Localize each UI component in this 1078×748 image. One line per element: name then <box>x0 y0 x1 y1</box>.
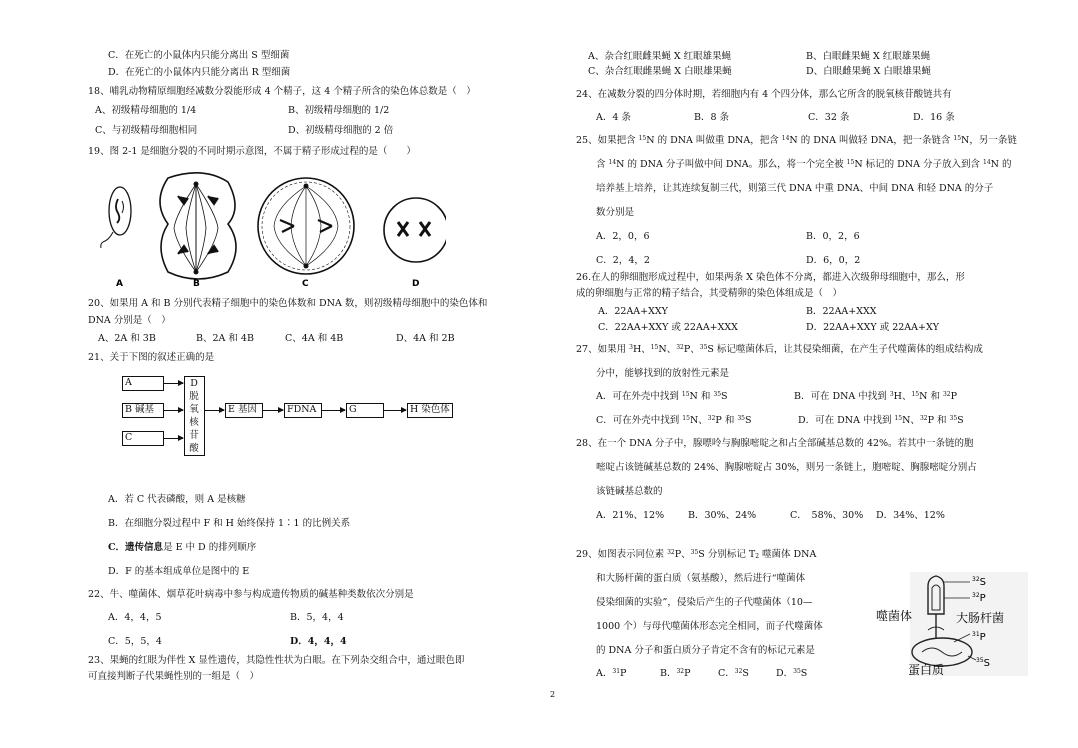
label-35s-el: S <box>983 658 990 669</box>
q27-text: N 和 <box>919 391 943 402</box>
q27-text: P、 <box>683 344 700 355</box>
q25-text: N 的 DNA 叫做轻 DNA，把一条链含 <box>789 135 954 146</box>
q24-option-a: A．4 条 <box>596 112 631 123</box>
q27-sup: 15 <box>650 344 659 351</box>
q29-sup: 35 <box>690 549 699 556</box>
q20-stem-line2: DNA 分别是（ ） <box>88 315 171 326</box>
q28-option-b: B．30%、24% <box>688 510 757 521</box>
q27-text: N、 <box>902 415 920 426</box>
q22-option-d: D．4，4，4 <box>290 636 347 647</box>
q27-text: C．可在外壳中找到 <box>596 415 683 426</box>
q28-option-c: C． 58%、30% <box>790 510 864 521</box>
q25-sup: 14 <box>983 159 991 166</box>
q27-text: P 和 <box>927 415 950 426</box>
q27-sup: 3 <box>629 344 633 351</box>
q29-text: S 分别标记 T <box>698 549 756 560</box>
q25-sup: 15 <box>953 135 962 142</box>
q21-option-c-bold: C．遗传信息 <box>108 542 164 553</box>
label-35s-sup: 35 <box>976 657 984 664</box>
q25-sup: 15 <box>638 135 647 142</box>
q22-option-a: A．4，4，5 <box>108 612 162 623</box>
q27-text: P 和 <box>715 415 738 426</box>
q22-stem: 22、牛、噬菌体、烟草花叶病毒中参与构成遗传物质的碱基种类数依次分别是 <box>88 589 414 600</box>
q27-sup: 32 <box>676 344 684 351</box>
q25-text: N 的 DNA 叫做重 DNA，把含 <box>646 135 782 146</box>
cell-division-figure <box>96 168 446 290</box>
q29-text: P <box>620 668 627 679</box>
phage-label: 噬菌体 <box>876 609 913 623</box>
q25-text: N 标记的 DNA 分子放入到含 <box>854 159 983 170</box>
q29-stem-line1 <box>576 549 816 561</box>
q27-sup: 15 <box>682 415 690 422</box>
q20-stem-line1: 20、如果用 A 和 B 分别代表精子细胞中的染色体数和 DNA 数，则初级精母细胞中的染色体和 <box>88 298 488 309</box>
q26-option-c: C．22AA+XXY 或 22AA+XXX <box>598 322 738 333</box>
q21-option-c <box>108 542 256 554</box>
q25-text: N，另一条链 <box>961 135 1017 146</box>
arrow-g-to-h <box>384 410 406 411</box>
arrow-e-to-f <box>263 410 283 411</box>
q27-sup: 32 <box>942 391 951 398</box>
q27-sup: 35 <box>949 415 958 422</box>
q21-option-a: A．若 C 代表磷酸，则 A 是核糖 <box>108 494 246 505</box>
box-d-char: D <box>190 378 198 389</box>
q29-sup: 32 <box>676 668 685 675</box>
cell-a-drawing <box>101 187 131 248</box>
q28-stem-line2: 嘧啶占该链碱基总数的 24%、胸腺嘧啶占 30%，则另一条链上，胞嘧啶、胸腺嘧啶分别占 <box>596 462 977 473</box>
q28-option-d: D．34%、12% <box>876 510 945 521</box>
box-d-char: 核 <box>189 417 199 428</box>
q27-sup: 35 <box>737 415 745 422</box>
q24-option-d: D．16 条 <box>913 112 955 123</box>
box-b: B 碱基 <box>122 403 164 418</box>
q27-text: D．可在 DNA 中找到 <box>798 415 895 426</box>
q24-option-c: C．32 条 <box>808 112 850 123</box>
q29-sup: 31 <box>612 668 621 675</box>
q27-text: B．可在 DNA 中找到 <box>794 391 890 402</box>
q29-sup: 35 <box>793 668 801 675</box>
q27-text: P <box>950 391 958 402</box>
box-d <box>184 376 205 456</box>
q22-option-b: B．5，4，4 <box>290 612 344 623</box>
q20-option-b: B、2A 和 4B <box>196 333 254 344</box>
q21-stem: 21、关于下图的叙述正确的是 <box>88 352 215 363</box>
q27-sup: 35 <box>699 344 708 351</box>
q27-text: S <box>721 391 728 402</box>
q25-stem-line3: 培养基上培养，让其连续复制三代，则第三代 DNA 中重 DNA、中间 DNA 和轻 DNA 的分子 <box>596 183 994 194</box>
q29-stem-line5: 的 DNA 分子和蛋白质分子肯定不含有的标记元素是 <box>596 645 815 656</box>
box-a: A <box>122 376 164 391</box>
box-e: E 基因 <box>225 403 263 418</box>
ecoli-label: 大肠杆菌 <box>956 611 1005 625</box>
arrow-c-to-d <box>164 438 183 439</box>
q17-option-d: D．在死亡的小鼠体内只能分离出 R 型细菌 <box>108 67 291 78</box>
q29-text: D． <box>776 668 794 679</box>
q27-text: N 和 <box>689 391 714 402</box>
q27-text: N、 <box>658 344 677 355</box>
q21-option-d: D．F 的基本组成单位是图中的 E <box>108 566 250 577</box>
q26-option-a: A．22AA+XXY <box>598 306 668 317</box>
q29-sup: 32 <box>667 549 675 556</box>
q27-stem-line1 <box>576 344 983 356</box>
cell-label-d: D <box>412 279 420 289</box>
q28-stem-line1: 28、在一个 DNA 分子中，腺嘌呤与胸腺嘧啶之和占全部碱基总数的 42%。若其中一条链的胞 <box>576 438 974 449</box>
q29-text: P、 <box>674 549 691 560</box>
box-d-char: 氧 <box>189 404 199 415</box>
label-32s-sup: 32 <box>972 576 980 583</box>
q25-option-c: C．2，4，2 <box>596 255 650 266</box>
q29-text: S <box>742 668 749 679</box>
box-h: H 染色体 <box>407 403 453 418</box>
cell-c-drawing <box>258 178 354 274</box>
q25-option-d: D．6，0，2 <box>806 255 861 266</box>
q25-text: N 的 DNA 分子叫做中间 DNA。那么，将一个完全被 <box>616 159 847 170</box>
q29-stem-line4: 1000 个）与母代噬菌体形态完全相同，而子代噬菌体 <box>596 621 823 632</box>
q18-option-d: D、初级精母细胞的 2 倍 <box>288 125 394 136</box>
q27-text: S 标记噬菌体后，让其侵染细菌，在产生子代噬菌体的组成结构成 <box>707 344 983 355</box>
q28-stem-line3: 该链碱基总数的 <box>596 486 663 497</box>
arrow-b-to-d <box>164 410 183 411</box>
q28-option-a: A．21%、12% <box>596 510 665 521</box>
box-f: FDNA <box>284 403 322 418</box>
q29-sup: 32 <box>734 668 743 675</box>
q20-option-d: D、4A 和 2B <box>396 333 455 344</box>
q29-sub: 2 <box>755 553 760 560</box>
q27-option-b <box>794 391 957 403</box>
q27-option-d <box>798 415 964 427</box>
q29-option-d <box>776 668 807 680</box>
q27-sup: 35 <box>713 391 722 398</box>
q29-option-b <box>660 668 691 680</box>
q22-option-c: C．5，5，4 <box>108 636 162 647</box>
label-31p-sup: 31 <box>972 631 980 638</box>
q27-sup: 15 <box>911 391 920 398</box>
cell-label-b: B <box>193 279 200 289</box>
q23-option-b: B、白眼雌果蝇 X 红眼雄果蝇 <box>806 51 931 62</box>
q29-text: 噬菌体 DNA <box>759 549 817 560</box>
q25-text: 25、如果把含 <box>576 135 639 146</box>
q19-stem: 19、图 2-1 是细胞分裂的不同时期示意图，不属于精子形成过程的是（ ） <box>88 146 416 157</box>
q27-text: S <box>957 415 964 426</box>
box-d-char: 脱 <box>189 391 199 402</box>
label-32s-el: S <box>979 577 986 588</box>
q26-option-d: D．22AA+XXY 或 22AA+XY <box>806 322 940 333</box>
q27-text: A．可在外壳中找到 <box>596 391 682 402</box>
q27-text: H、 <box>632 344 651 355</box>
q29-text: P <box>684 668 691 679</box>
q23-option-d: D、白眼雌果蝇 X 白眼雄果蝇 <box>806 66 931 77</box>
q27-option-a <box>596 391 728 403</box>
cell-label-c: C <box>302 279 309 289</box>
q20-option-a: A、2A 和 3B <box>98 333 156 344</box>
box-c: C <box>122 431 164 446</box>
q24-option-b: B．8 条 <box>694 112 730 123</box>
q27-sup: 15 <box>894 415 903 422</box>
q29-stem-line3: 侵染细菌的实验”，侵染后产生的子代噬菌体（10— <box>596 597 813 608</box>
box-d-char: 苷 <box>189 430 199 441</box>
q27-sup: 15 <box>681 391 690 398</box>
phage-infection-figure <box>872 568 1032 680</box>
q18-option-c: C、与初级精母细胞相同 <box>95 125 198 136</box>
q29-text: B． <box>660 668 677 679</box>
cell-label-a: A <box>116 279 123 289</box>
q25-sup: 15 <box>846 159 855 166</box>
box-g: G <box>346 403 384 418</box>
q25-sup: 14 <box>781 135 790 142</box>
arrow-f-to-g <box>322 410 345 411</box>
q29-text: 29、如图表示同位素 <box>576 549 668 560</box>
q18-stem: 18、哺乳动物精原细胞经减数分裂能形成 4 个精子，这 4 个精子所含的染色体总数是（ ） <box>88 86 476 97</box>
q27-sup: 32 <box>707 415 716 422</box>
q23-option-c: C、杂合红眼雌果蝇 X 白眼雄果蝇 <box>588 66 732 77</box>
arrow-d-to-e <box>205 410 224 411</box>
q21-option-c-rest: 是 E 中 D 的排列顺序 <box>163 542 257 553</box>
q18-option-b: B、初级精母细胞的 1/2 <box>288 105 390 116</box>
q27-stem-line2: 分中，能够找到的放射性元素是 <box>596 368 730 379</box>
q25-text: 含 <box>596 159 609 170</box>
protein-label: 蛋白质 <box>908 663 945 677</box>
q27-text: S <box>744 415 752 426</box>
q29-text: S <box>800 668 808 679</box>
q25-sup: 14 <box>608 159 617 166</box>
q29-stem-line2: 和大肠杆菌的蛋白质（氨基酸），然后进行“噬菌体 <box>596 573 806 584</box>
q23-stem-line1: 23、果蝇的红眼为伴性 X 显性遗传，其隐性性状为白眼。在下列杂交组合中，通过眼色即 <box>88 655 465 666</box>
q27-sup: 3 <box>889 391 894 398</box>
q21-option-b: B．在细胞分裂过程中 F 和 H 始终保持 1∶1 的比例关系 <box>108 518 351 529</box>
q27-text: H、 <box>893 391 912 402</box>
q25-stem-line1 <box>576 135 1017 147</box>
q20-option-c: C、4A 和 4B <box>285 333 344 344</box>
q26-option-b: B．22AA+XXX <box>806 306 877 317</box>
q18-option-a: A、初级精母细胞的 1/4 <box>95 105 197 116</box>
q27-sup: 32 <box>919 415 928 422</box>
q27-option-c <box>596 415 752 427</box>
q29-text: C． <box>718 668 735 679</box>
label-32p-sup: 32 <box>972 592 980 599</box>
q17-option-c: C．在死亡的小鼠体内只能分离出 S 型细菌 <box>108 50 290 61</box>
q24-stem: 24、在减数分裂的四分体时期，若细胞内有 4 个四分体，那么它所含的脱氧核苷酸链共有 <box>576 89 952 100</box>
q26-stem-line2: 成的卵细胞与正常的精子结合，其受精卵的染色体组成是（ ） <box>576 288 843 299</box>
q26-stem-line1: 26.在人的卵细胞形成过程中，如果两条 X 染色体不分离，都进入次级卵母细胞中，那么，形 <box>576 272 965 283</box>
q23-option-a: A、杂合红眼雌果蝇 X 红眼雄果蝇 <box>588 51 732 62</box>
box-d-char: 酸 <box>189 443 199 454</box>
cell-b-drawing <box>160 173 236 279</box>
q25-option-a: A．2，0，6 <box>596 231 650 242</box>
label-32p-el: P <box>979 593 986 604</box>
q25-option-b: B．0，2，6 <box>806 231 860 242</box>
q27-text: 27、如果用 <box>576 344 630 355</box>
cell-d-drawing <box>384 198 446 262</box>
q27-text: N、 <box>689 415 708 426</box>
page-number: 2 <box>550 690 556 699</box>
arrow-a-to-d <box>164 383 183 384</box>
q25-text: N 的 <box>990 159 1012 170</box>
q23-stem-line2: 可直接判断子代果蝇性别的一组是（ ） <box>88 671 260 682</box>
q25-stem-line4: 数分别是 <box>596 207 635 218</box>
q25-stem-line2 <box>596 159 1011 171</box>
q29-option-c <box>718 668 749 680</box>
q29-text: A． <box>596 668 613 679</box>
label-31p-el: P <box>979 632 986 643</box>
q29-option-a <box>596 668 626 680</box>
